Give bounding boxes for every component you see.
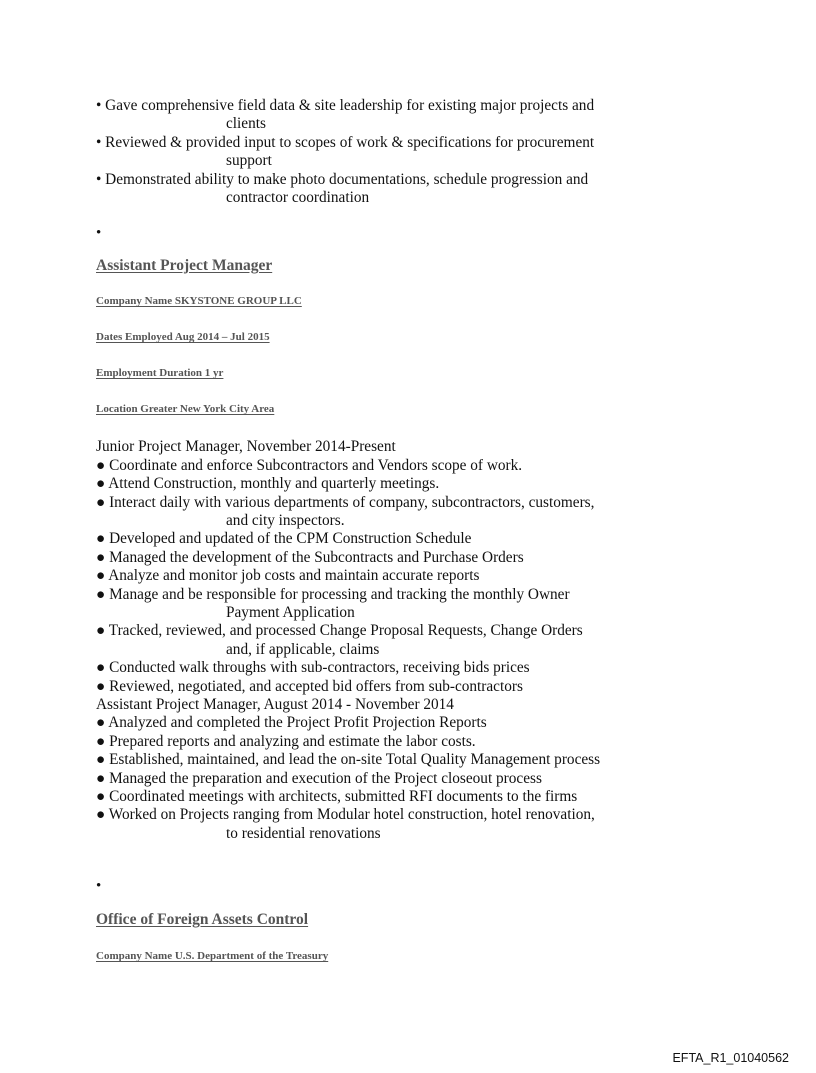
bullet-line: ● Conducted walk throughs with sub-contractors, receiving bids prices [96,659,530,676]
job-title-heading: Assistant Project Manager [96,257,273,274]
dates-employed: Dates Employed Aug 2014 – Jul 2015 [96,331,270,343]
bullet-line: • Reviewed & provided input to scopes of work & specifications for procurement [96,134,595,151]
bullet-line: ● Analyzed and completed the Project Profit Projection Reports [96,714,487,731]
bullet-line: ● Attend Construction, monthly and quarterly meetings. [96,475,440,492]
bullet-line-continuation: and, if applicable, claims [226,641,380,658]
bullet-line: ● Analyze and monitor job costs and maintain accurate reports [96,567,480,584]
employment-duration: Employment Duration 1 yr [96,367,224,379]
bullet-line: ● Prepared reports and analyzing and estimate the labor costs. [96,733,476,750]
bullet-line: • Demonstrated ability to make photo documentations, schedule progression and [96,171,589,188]
company-name: Company Name SKYSTONE GROUP LLC [96,295,302,307]
bullet-line-continuation: and city inspectors. [226,512,345,529]
bullet-line: ● Worked on Projects ranging from Modular hotel construction, hotel renovation, [96,806,595,823]
bullet-line: ● Manage and be responsible for processing and tracking the monthly Owner [96,586,570,603]
bullet-line: ● Managed the development of the Subcontracts and Purchase Orders [96,549,524,566]
bullet-line-continuation: Payment Application [226,604,355,621]
bullet-line-continuation: to residential renovations [226,825,381,842]
bullet-line-continuation: support [226,152,272,169]
separator-bullet: • [96,878,102,894]
bullet-line: ● Reviewed, negotiated, and accepted bid offers from sub-contractors [96,678,523,695]
separator-bullet: • [96,225,102,241]
bullet-line: ● Developed and updated of the CPM Construction Schedule [96,530,472,547]
role-subheading: Assistant Project Manager, August 2014 - November 2014 [96,696,454,713]
bullet-line: ● Established, maintained, and lead the on-site Total Quality Management process [96,751,601,768]
company-name: Company Name U.S. Department of the Treasury [96,950,329,962]
bullet-line: ● Coordinate and enforce Subcontractors and Vendors scope of work. [96,457,523,474]
bullet-line: ● Managed the preparation and execution of the Project closeout process [96,770,542,787]
role-subheading: Junior Project Manager, November 2014-Present [96,438,396,455]
bullet-line: ● Tracked, reviewed, and processed Change Proposal Requests, Change Orders [96,622,583,639]
bullet-line: ● Coordinated meetings with architects, submitted RFI documents to the firms [96,788,578,805]
job-title-heading: Office of Foreign Assets Control [96,911,309,928]
job-location: Location Greater New York City Area [96,403,275,415]
bullet-line-continuation: clients [226,115,266,132]
document-id-footer: EFTA_R1_01040562 [672,1051,789,1065]
bullet-line: ● Interact daily with various departments of company, subcontractors, customers, [96,494,595,511]
bullet-line-continuation: contractor coordination [226,189,370,206]
bullet-line: • Gave comprehensive field data & site leadership for existing major projects and [96,97,595,114]
